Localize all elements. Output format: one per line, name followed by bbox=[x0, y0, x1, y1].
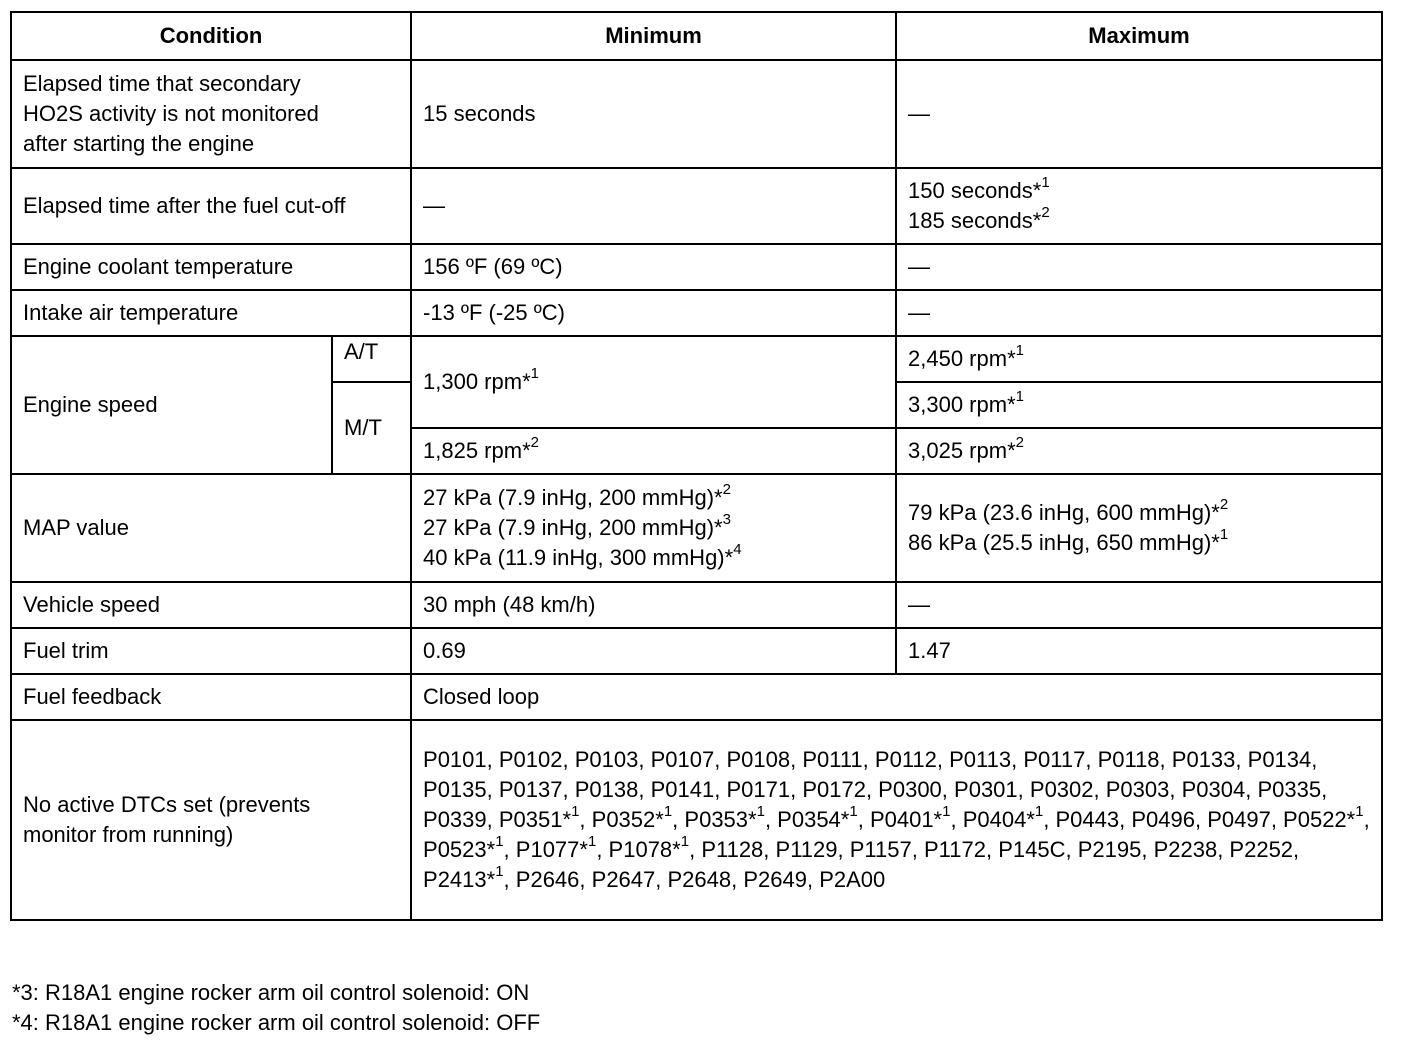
dtc-code: P0351*$^1$ bbox=[498, 802, 580, 832]
footnote-marker: 1 bbox=[530, 364, 539, 382]
dtc-code: P0171 bbox=[726, 777, 791, 802]
dtc-code: P0134 bbox=[1247, 747, 1312, 772]
dtc-code: P0108 bbox=[726, 747, 791, 772]
dtc-code: P0335 bbox=[1257, 777, 1322, 802]
dtc-code: P0352*$^1$ bbox=[591, 802, 673, 832]
footnote-marker: 1 bbox=[756, 802, 765, 820]
footnote-marker: 1 bbox=[1034, 802, 1044, 820]
dtc-code: P2195 bbox=[1077, 837, 1142, 862]
footnote-marker: 2 bbox=[1015, 433, 1024, 451]
dtc-code: P0303 bbox=[1105, 777, 1170, 802]
value-line: 86 kPa (25.5 inHg, 650 mmHg)*$^1$ bbox=[908, 525, 1229, 555]
dtc-code: P0401*$^1$ bbox=[869, 802, 951, 832]
maximum-cell: — bbox=[896, 60, 1382, 168]
footnote-marker: 1 bbox=[495, 832, 504, 850]
value-line: 40 kPa (11.9 inHg, 300 mmHg)*$^4$ bbox=[423, 540, 742, 570]
table-row bbox=[11, 168, 1382, 244]
dtc-code: P0101 bbox=[423, 747, 487, 772]
table-row bbox=[11, 290, 1382, 336]
dtc-code: P0497 bbox=[1207, 807, 1271, 832]
footnote-marker: 1 bbox=[495, 862, 504, 880]
condition-cell: Engine speed bbox=[11, 336, 332, 474]
dtc-code: P2A00 bbox=[819, 867, 886, 892]
condition-cell: Fuel feedback bbox=[11, 674, 411, 720]
maximum-cell: — bbox=[896, 582, 1382, 628]
minimum-cell: -13 ºF (-25 ºC) bbox=[411, 290, 896, 336]
footnote-marker: 1 bbox=[1041, 173, 1050, 191]
dtc-code: P0118 bbox=[1097, 747, 1160, 772]
dtc-code: P0304 bbox=[1181, 777, 1246, 802]
dtc-code: P1077*$^1$ bbox=[515, 832, 597, 862]
footnote-marker: 1 bbox=[1219, 525, 1229, 543]
maximum-cell: — bbox=[896, 244, 1382, 290]
value-line: 79 kPa (23.6 inHg, 600 mmHg)*$^2$ bbox=[908, 495, 1229, 525]
footnote-marker: 1 bbox=[1355, 802, 1364, 820]
table-row bbox=[11, 244, 1382, 290]
header-condition: Condition bbox=[11, 12, 411, 60]
dtc-code: P2647 bbox=[591, 867, 656, 892]
table-row bbox=[11, 628, 1382, 674]
dtc-code: P0111 bbox=[802, 747, 863, 772]
dtc-code: P0339 bbox=[423, 807, 487, 832]
dtc-code: P2646 bbox=[515, 867, 580, 892]
dtc-list-cell: P0101, P0102, P0103, P0107, P0108, P0111, P0112, P0113, P0117, P0118, P0133, P0134, P0135, P0137, P0138, P0141, P0171, P0172, P0300, P0301, P0302, P0303, P0304, P0335, P0339, P0351*$^1$, P0352*$^1$, P0353*$^1$, P0354*$^1$, P0401*$^1$, P0404*$^1$, P0443, P0496, P0497, P0522*$^1$, P0523*$^1$, P1077*$^1$, P1078*$^1$, P1128, P1129, P1157, P1172, P145C, P2195, P2238, P2252, P2413*$^1$, P2646, P2647, P2648, P2649, P2A00 bbox=[411, 720, 1382, 920]
table-row bbox=[11, 336, 1382, 382]
dtc-code: P2238 bbox=[1153, 837, 1218, 862]
footnote-marker: 1 bbox=[680, 832, 690, 850]
dtc-code: P0302 bbox=[1029, 777, 1094, 802]
dtc-code: P0137 bbox=[498, 777, 563, 802]
minimum-cell: 1,825 rpm*$^2$ bbox=[411, 428, 896, 474]
dtc-code: P145C bbox=[998, 837, 1066, 862]
value-line: 27 kPa (7.9 inHg, 200 mmHg)*$^3$ bbox=[423, 510, 731, 540]
footnote-3: *3: R18A1 engine rocker arm oil control solenoid: ON bbox=[12, 980, 530, 1005]
value-line: 27 kPa (7.9 inHg, 200 mmHg)*$^2$ bbox=[423, 480, 731, 510]
dtc-code: P1129 bbox=[775, 837, 838, 862]
dtc-code: P0112 bbox=[874, 747, 937, 772]
maximum-cell bbox=[896, 168, 1382, 244]
dtc-code: P1128 bbox=[701, 837, 764, 862]
condition-cell: MAP value bbox=[11, 474, 411, 582]
dtc-code: P1078*$^1$ bbox=[608, 832, 690, 862]
minimum-cell: 0.69 bbox=[411, 628, 896, 674]
transmission-at-cell: A/T bbox=[332, 336, 411, 382]
minimum-cell bbox=[411, 474, 896, 582]
condition-cell: Elapsed time after the fuel cut-off bbox=[11, 168, 411, 244]
dtc-code: P0443 bbox=[1055, 807, 1120, 832]
condition-cell: Engine coolant temperature bbox=[11, 244, 411, 290]
condition-cell: Elapsed time that secondary HO2S activity is not monitored after starting the engine bbox=[11, 60, 411, 168]
dtc-code: P0301 bbox=[954, 777, 1018, 802]
minimum-cell: — bbox=[411, 168, 896, 244]
table-row bbox=[11, 60, 1382, 168]
footnote-marker: 1 bbox=[663, 802, 673, 820]
dtc-code: P0113 bbox=[949, 747, 1012, 772]
header-minimum: Minimum bbox=[411, 12, 896, 60]
dtc-code: P0133 bbox=[1171, 747, 1236, 772]
value-line: 185 seconds*$^2$ bbox=[908, 203, 1050, 233]
condition-cell: Intake air temperature bbox=[11, 290, 411, 336]
dtc-code: P0138 bbox=[574, 777, 639, 802]
footnote-marker: 2 bbox=[530, 433, 539, 451]
dtc-code: P0404*$^1$ bbox=[962, 802, 1044, 832]
maximum-cell: — bbox=[896, 290, 1382, 336]
table-row bbox=[11, 674, 1382, 720]
maximum-cell: 3,025 rpm*$^2$ bbox=[896, 428, 1382, 474]
value-cell: Closed loop bbox=[411, 674, 1382, 720]
footnote-marker: 1 bbox=[1015, 341, 1024, 359]
dtc-code: P0117 bbox=[1023, 747, 1086, 772]
condition-cell: Fuel trim bbox=[11, 628, 411, 674]
footnote-marker: 2 bbox=[1219, 495, 1229, 513]
table-row bbox=[11, 474, 1382, 582]
dtc-code: P0135 bbox=[423, 777, 487, 802]
footnote-marker: 1 bbox=[942, 802, 951, 820]
table-row bbox=[11, 720, 1382, 920]
header-maximum: Maximum bbox=[896, 12, 1382, 60]
dtc-code: P0496 bbox=[1131, 807, 1195, 832]
maximum-cell: 1.47 bbox=[896, 628, 1382, 674]
footnote-marker: 3 bbox=[722, 510, 731, 528]
dtc-code: P0107 bbox=[650, 747, 715, 772]
footnote-marker: 1 bbox=[571, 802, 580, 820]
dtc-code: P2649 bbox=[743, 867, 807, 892]
header-row bbox=[11, 12, 1382, 60]
minimum-cell: 156 ºF (69 ºC) bbox=[411, 244, 896, 290]
footnote-marker: 2 bbox=[1041, 203, 1050, 221]
dtc-code: P0522*$^1$ bbox=[1283, 802, 1364, 832]
footnote-marker: 4 bbox=[733, 540, 742, 558]
dtc-code: P0141 bbox=[650, 777, 715, 802]
minimum-cell: 30 mph (48 km/h) bbox=[411, 582, 896, 628]
dtc-code: P0523*$^1$ bbox=[423, 832, 504, 862]
dtc-code: P0300 bbox=[878, 777, 942, 802]
table-row bbox=[11, 582, 1382, 628]
dtc-code: P1172 bbox=[923, 837, 986, 862]
value-line: 150 seconds*$^1$ bbox=[908, 173, 1050, 203]
dtc-code: P0103 bbox=[574, 747, 639, 772]
condition-cell: No active DTCs set (prevents monitor from running) bbox=[11, 720, 411, 920]
transmission-mt-cell: M/T bbox=[332, 382, 411, 474]
dtc-code: P2413*$^1$ bbox=[423, 862, 504, 892]
dtc-code: P2252 bbox=[1229, 837, 1294, 862]
conditions-table bbox=[10, 11, 1383, 921]
dtc-code: P1157 bbox=[849, 837, 912, 862]
minimum-cell: 15 seconds bbox=[411, 60, 896, 168]
dtc-code: P2648 bbox=[667, 867, 732, 892]
footnote-marker: 1 bbox=[849, 802, 858, 820]
maximum-cell: 3,300 rpm*$^1$ bbox=[896, 382, 1382, 428]
minimum-cell: 1,300 rpm*$^1$ bbox=[411, 336, 896, 428]
footnote-marker: 2 bbox=[722, 480, 731, 498]
footnote-4: *4: R18A1 engine rocker arm oil control solenoid: OFF bbox=[12, 1010, 541, 1035]
maximum-cell: 2,450 rpm*$^1$ bbox=[896, 336, 1382, 382]
dtc-code: P0172 bbox=[802, 777, 866, 802]
footnote-marker: 1 bbox=[587, 832, 597, 850]
dtc-code: P0102 bbox=[498, 747, 563, 772]
maximum-cell bbox=[896, 474, 1382, 582]
dtc-code: P0354*$^1$ bbox=[777, 802, 858, 832]
condition-cell: Vehicle speed bbox=[11, 582, 411, 628]
dtc-code: P0353*$^1$ bbox=[684, 802, 765, 832]
footnote-marker: 1 bbox=[1015, 387, 1024, 405]
